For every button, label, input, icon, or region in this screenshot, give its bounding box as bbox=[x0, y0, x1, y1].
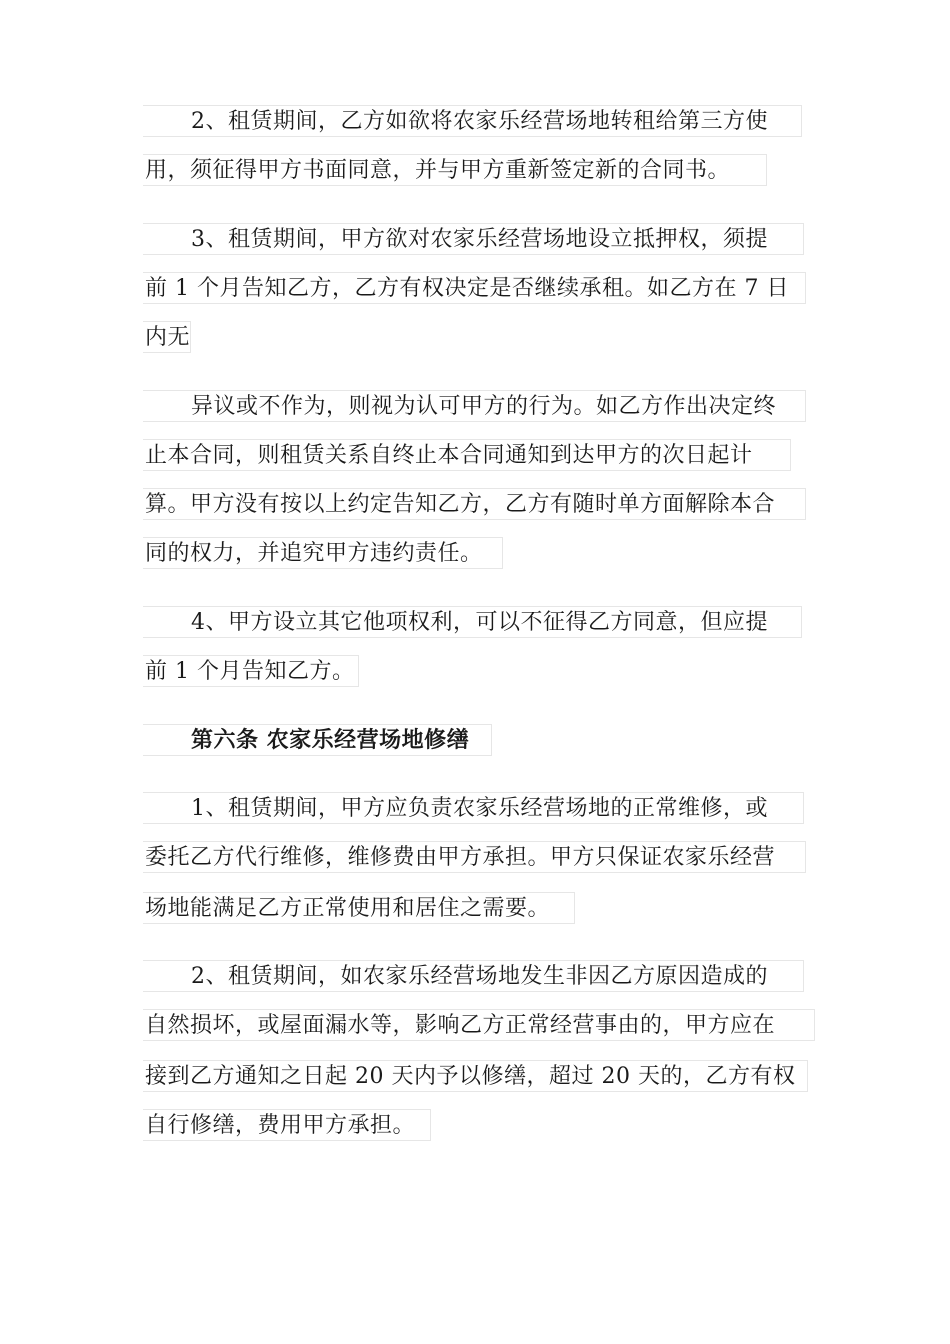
paragraph-3-line-3: 内无 bbox=[143, 321, 191, 353]
paragraph-4-line-2: 止本合同，则租赁关系自终止本合同通知到达甲方的次日起计 bbox=[143, 439, 791, 471]
paragraph-4-line-4: 同的权力，并追究甲方违约责任。 bbox=[143, 537, 503, 569]
paragraph-3-line-1: 3、租赁期间，甲方欲对农家乐经营场地设立抵押权，须提 bbox=[143, 223, 804, 255]
paragraph-2-line-1: 2、租赁期间，乙方如欲将农家乐经营场地转租给第三方使 bbox=[143, 105, 802, 137]
paragraph-7-line-2: 自然损坏，或屋面漏水等，影响乙方正常经营事由的，甲方应在 bbox=[143, 1009, 815, 1041]
paragraph-7-line-3: 接到乙方通知之日起 20 天内予以修缮，超过 20 天的，乙方有权 bbox=[143, 1060, 808, 1092]
paragraph-6-line-1: 1、租赁期间，甲方应负责农家乐经营场地的正常维修，或 bbox=[143, 792, 804, 824]
paragraph-5-line-1: 4、甲方设立其它他项权利，可以不征得乙方同意，但应提 bbox=[143, 606, 802, 638]
paragraph-6-line-3: 场地能满足乙方正常使用和居住之需要。 bbox=[143, 892, 575, 924]
paragraph-4-line-3: 算。甲方没有按以上约定告知乙方，乙方有随时单方面解除本合 bbox=[143, 488, 806, 520]
paragraph-4-line-1: 异议或不作为，则视为认可甲方的行为。如乙方作出决定终 bbox=[143, 390, 806, 422]
paragraph-3-line-2: 前 1 个月告知乙方，乙方有权决定是否继续承租。如乙方在 7 日 bbox=[143, 272, 806, 304]
paragraph-6-line-2: 委托乙方代行维修，维修费由甲方承担。甲方只保证农家乐经营 bbox=[143, 841, 806, 873]
paragraph-7-line-4: 自行修缮，费用甲方承担。 bbox=[143, 1109, 431, 1141]
paragraph-2-line-2: 用，须征得甲方书面同意，并与甲方重新签定新的合同书。 bbox=[143, 154, 767, 186]
section-heading: 第六条 农家乐经营场地修缮 bbox=[143, 724, 492, 756]
paragraph-5-line-2: 前 1 个月告知乙方。 bbox=[143, 655, 359, 687]
paragraph-7-line-1: 2、租赁期间，如农家乐经营场地发生非因乙方原因造成的 bbox=[143, 960, 804, 992]
